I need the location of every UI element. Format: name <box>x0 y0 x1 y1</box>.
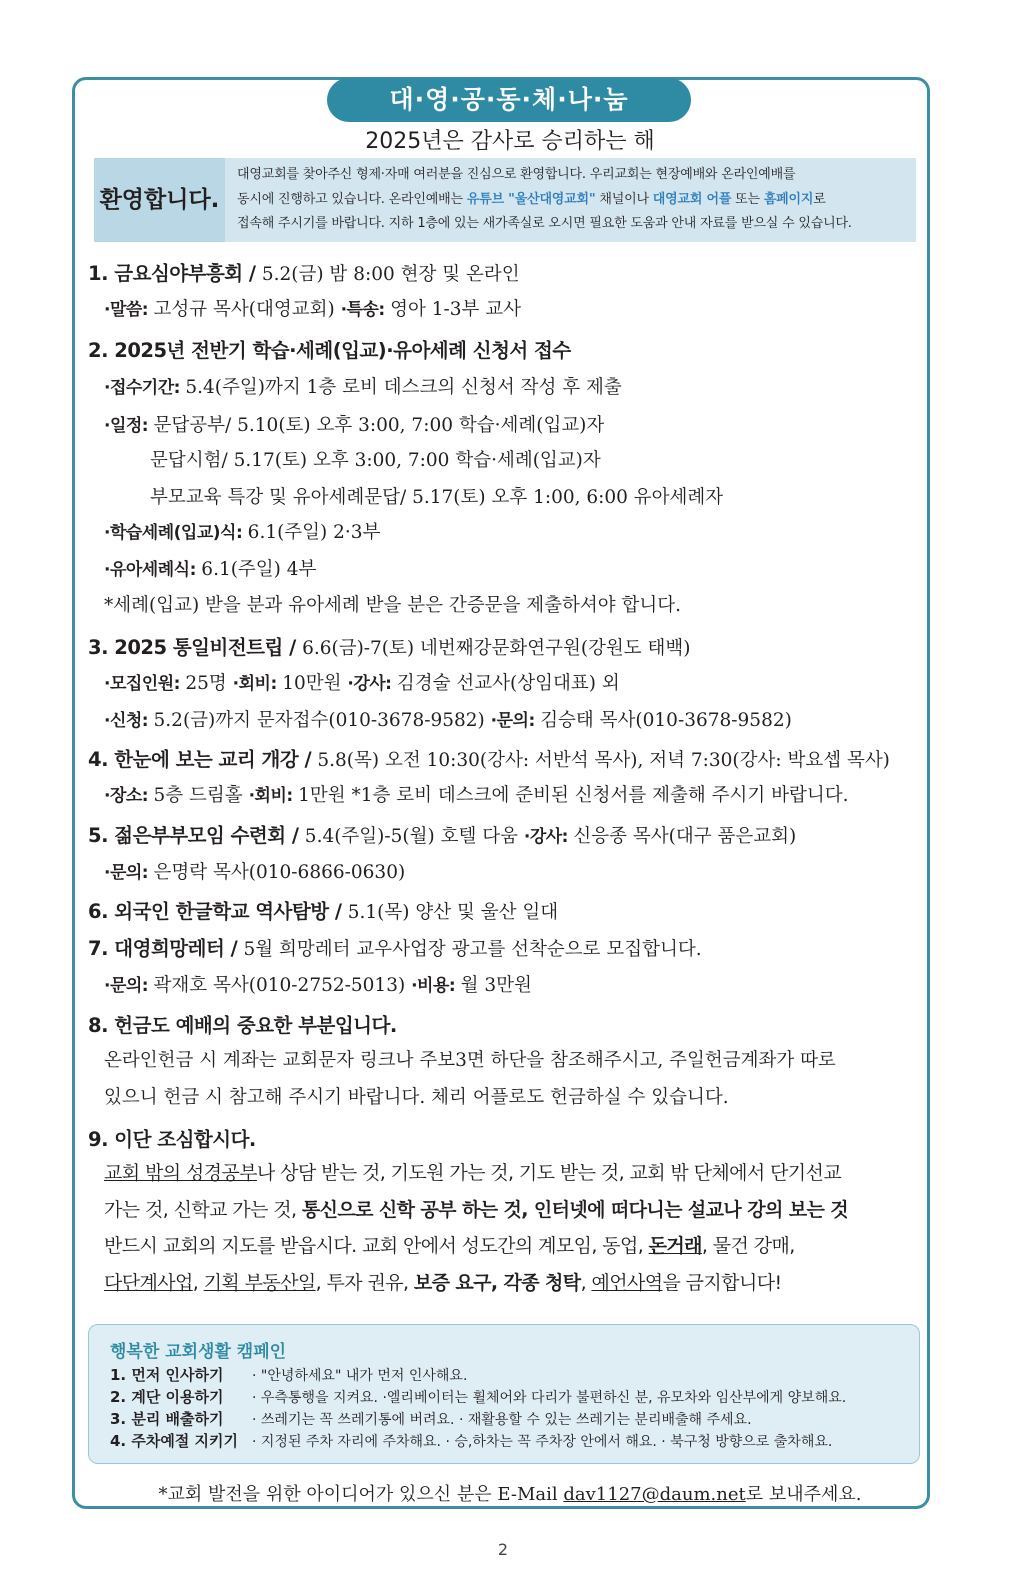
item-4-detail: ·장소: 5층 드림홀 ·회비: 1만원 *1층 로비 데스크에 준비된 신청서를 제출해 주시기 바랍니다. <box>104 785 849 806</box>
youtube-channel-link[interactable]: 유튜브 "울산대영교회" <box>466 191 596 207</box>
item-2-schedule-3: 부모교육 특강 및 유아세례문답/ 5.17(토) 오후 1:00, 6:00 유아세례자 <box>150 487 724 508</box>
item-6-heading: 6. 외국인 한글학교 역사탐방 / 5.1(목) 양산 및 울산 일대 <box>88 900 559 923</box>
item-8-heading: 8. 헌금도 예배의 중요한 부분입니다. <box>88 1014 397 1037</box>
email-link[interactable]: dav1127@daum.net <box>563 1484 746 1505</box>
welcome-text <box>237 163 909 237</box>
welcome-line-3: 접속해 주시기를 바랍니다. 지하 1층에 있는 새가족실로 오시면 필요한 도움과 안내 자료를 받으실 수 있습니다. <box>237 216 852 231</box>
campaign-row: 1. 먼저 인사하기 · "안녕하세요" 내가 먼저 인사해요. <box>110 1366 468 1384</box>
item-1-heading: 1. 금요심야부흥회 / 5.2(금) 밤 8:00 현장 및 온라인 <box>88 262 520 285</box>
page-title: 대·영·공·동·체·나·눔 <box>327 78 691 122</box>
item-3-detail: ·모집인원: 25명 ·회비: 10만원 ·강사: 김경술 선교사(상임대표) 외 <box>104 673 620 694</box>
item-9-heading: 9. 이단 조심합시다. <box>88 1128 256 1151</box>
page-subtitle: 2025년은 감사로 승리하는 해 <box>365 129 655 154</box>
item-2-note: *세례(입교) 받을 분과 유아세례 받을 분은 간증문을 제출하셔야 합니다. <box>104 595 682 616</box>
campaign-row: 3. 분리 배출하기 · 쓰레기는 꼭 쓰레기통에 버려요. · 재활용할 수 있는 쓰레기는 분리배출해 주세요. <box>110 1410 752 1428</box>
page-number: 2 <box>497 1540 509 1559</box>
item-2-baptism: ·학습세례(입교)식: 6.1(주일) 2·3부 <box>104 522 381 543</box>
church-app-link[interactable]: 대영교회 어플 <box>652 191 732 207</box>
item-1-detail: ·말씀: 고성규 목사(대영교회) ·특송: 영아 1-3부 교사 <box>104 299 522 320</box>
item-2-infant-baptism: ·유아세례식: 6.1(주일) 4부 <box>104 559 317 580</box>
welcome-line-2: 동시에 진행하고 있습니다. 온라인예배는 유튜브 "울산대영교회" 채널이나 대영교회 어플 또는 홈페이지로 <box>237 191 826 207</box>
item-7-heading: 7. 대영희망레터 / 5월 희망레터 교우사업장 광고를 선착순으로 모집합니다. <box>88 937 702 960</box>
item-7-detail: ·문의: 곽재호 목사(010-2752-5013) ·비용: 월 3만원 <box>104 975 532 996</box>
footer-note: *교회 발전을 위한 아이디어가 있으신 분은 E-Mail dav1127@daum.net로 보내주세요. <box>158 1484 862 1505</box>
item-3-heading: 3. 2025 통일비전트립 / 6.6(금)-7(토) 네번째강문화연구원(강원도 태백) <box>88 636 691 659</box>
welcome-label: 환영합니다. <box>94 158 225 242</box>
item-5-contact: ·문의: 은명락 목사(010-6866-0630) <box>104 862 406 883</box>
homepage-link[interactable]: 홈페이지 <box>763 191 814 207</box>
item-2-heading: 2. 2025년 전반기 학습·세례(입교)·유아세례 신청서 접수 <box>88 339 571 362</box>
item-4-heading: 4. 한눈에 보는 교리 개강 / 5.8(목) 오전 10:30(강사: 서반석 목사), 저녁 7:30(강사: 박요셉 목사) <box>88 748 890 771</box>
item-2-period: ·접수기간: 5.4(주일)까지 1층 로비 데스크의 신청서 작성 후 제출 <box>104 377 622 398</box>
item-8-line-1: 온라인헌금 시 계좌는 교회문자 링크나 주보3면 하단을 참조해주시고, 주일헌금계좌가 따로 <box>104 1050 836 1071</box>
item-5-heading: 5. 젊은부부모임 수련회 / 5.4(주일)-5(월) 호텔 다움 ·강사: 신응종 목사(대구 품은교회) <box>88 824 797 847</box>
welcome-line-1: 대영교회를 찾아주신 형제·자매 여러분을 진심으로 환영합니다. 우리교회는 현장예배와 온라인예배를 <box>237 167 796 182</box>
campaign-row: 2. 계단 이용하기 · 우측통행을 지켜요. ·엘리베이터는 휠체어와 다리가 불편하신 분, 유모차와 임산부에게 양보해요. <box>110 1388 847 1406</box>
campaign-title: 행복한 교회생활 캠페인 <box>110 1342 287 1362</box>
item-2-schedule: ·일정: 문답공부/ 5.10(토) 오후 3:00, 7:00 학습·세례(입교)자 <box>104 415 605 436</box>
item-3-contact: ·신청: 5.2(금)까지 문자접수(010-3678-9582) ·문의: 김승태 목사(010-3678-9582) <box>104 710 792 731</box>
item-2-schedule-2: 문답시험/ 5.17(토) 오후 3:00, 7:00 학습·세례(입교)자 <box>150 450 601 471</box>
item-8-line-2: 있으니 헌금 시 참고해 주시기 바랍니다. 체리 어플로도 헌금하실 수 있습니다. <box>104 1087 729 1108</box>
item-9-body: 교회 밖의 성경공부나 상담 받는 것, 기도원 가는 것, 기도 받는 것, 교회 밖 단체에서 단기선교 가는 것, 신학교 가는 것, 통신으로 신학 공부 하는 것, 인터넷에 떠다니는 설교나 강의 보는 것 반드시 교회의 지도를 받읍시다. 교회 안에서 성도간의 계모임, 동업, 돈거래, 물건 강매, 다단계사업, 기획 부동산일, 투자 권유, 보증 요구, 각종 청탁, 예언사역을 금지합니다! <box>104 1162 848 1294</box>
campaign-row: 4. 주차예절 지키기 · 지정된 주차 자리에 주차해요. · 승,하차는 꼭 주차장 안에서 해요. · 북구청 방향으로 출차해요. <box>110 1432 833 1450</box>
